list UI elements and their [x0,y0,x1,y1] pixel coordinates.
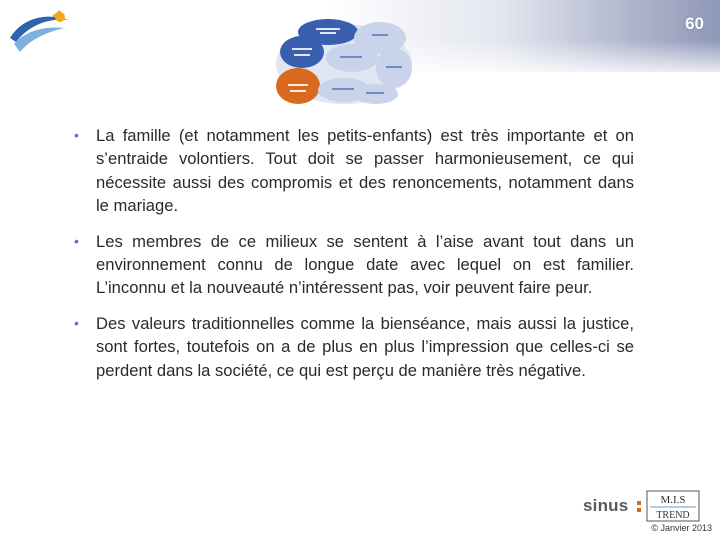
sinus-logo: sinus [583,496,629,515]
bullet-text: La famille (et notamment les petits-enfants) est très importante et on s’entraide volontiers. Tout doit se passer harmonieusement, ce qui nécessite aussi des compromis et des renoncements, notamment dans le mariage. [96,126,634,216]
list-item [74,124,634,218]
bullet-icon: • [74,232,79,249]
bullet-text: Les membres de ce milieux se sentent à l’aise avant tout dans un environnement connu de longue date avec lequel on est familier. L’inconnu et la nouveauté n’intéressent pas, voir peuvent faire peur. [96,231,634,298]
page-number: 60 [685,14,704,33]
mis-trend-logo [646,490,700,522]
list-item [74,230,634,300]
sinus-dots-icon [637,499,641,515]
bullet-icon: • [74,314,79,331]
list-item [74,312,634,382]
bullet-list [74,124,634,394]
bullet-icon: • [74,127,79,143]
bullet-text: Des valeurs traditionnelles comme la bienséance, mais aussi la justice, sont fortes, toutefois on a de plus en plus l’impression que celles-ci se perdent dans la société, ce qui est perçu de manière très négative. [96,313,634,380]
swoosh-logo [6,8,76,58]
mis-trend-bottom-text: TREND [656,510,690,521]
mis-trend-top-text: M.I.S [660,494,686,506]
milieu-map-diagram [268,14,416,106]
copyright: © Janvier 2013 [651,523,712,533]
